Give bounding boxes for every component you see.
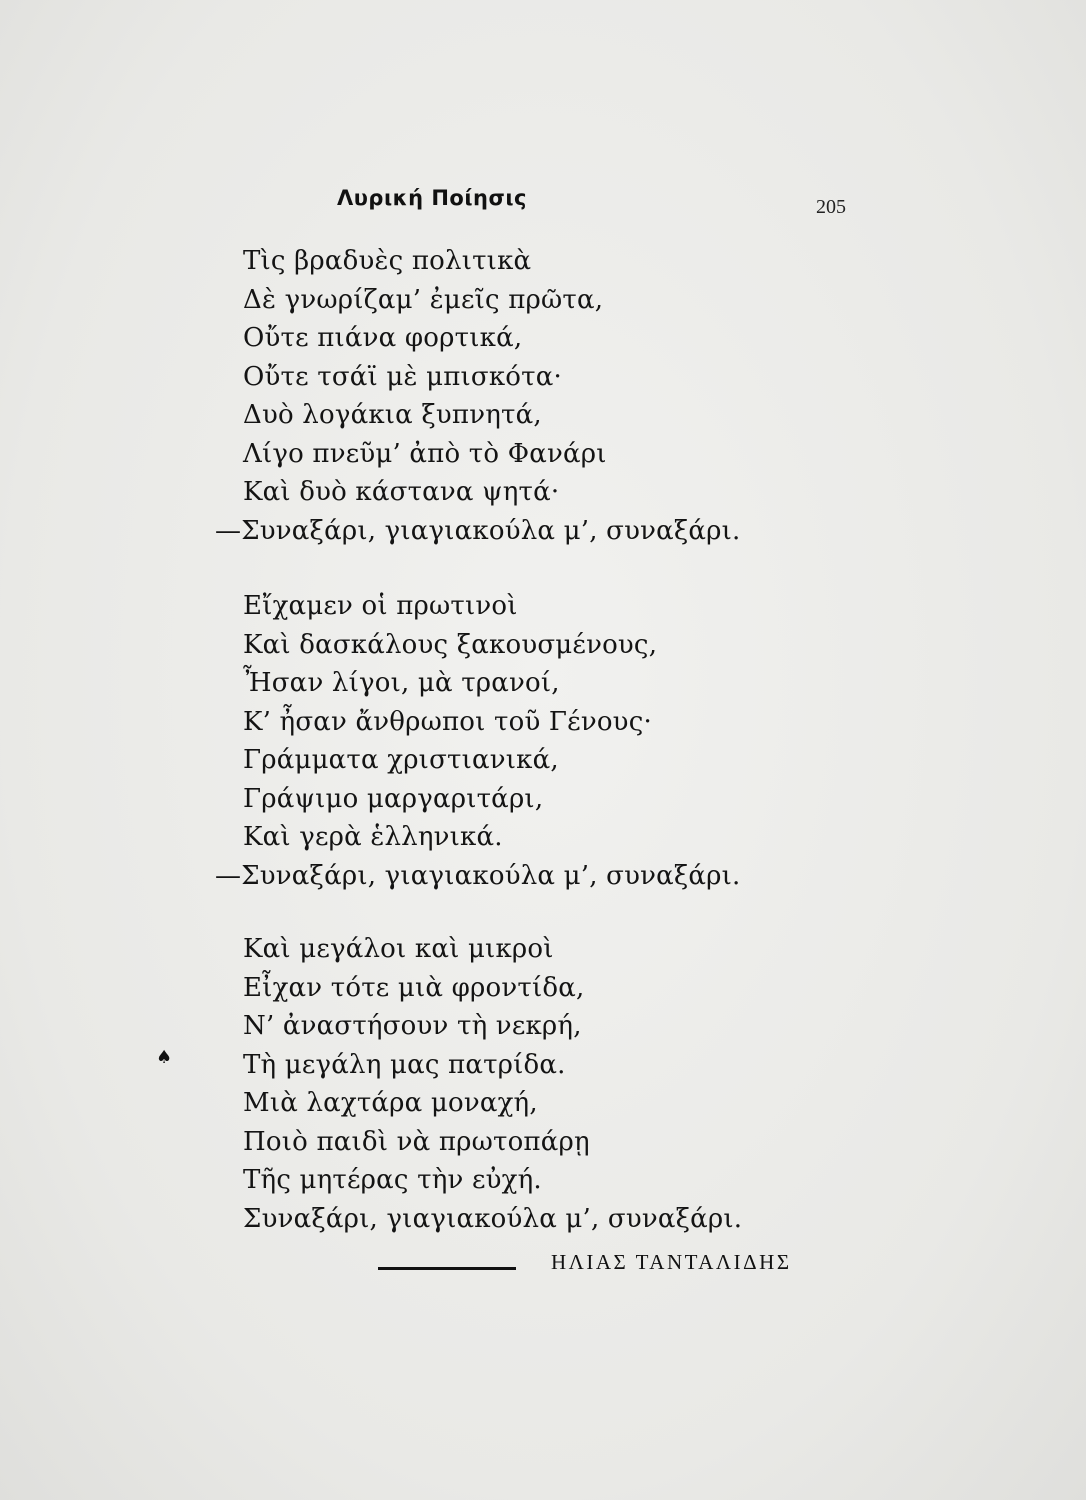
poem-line: Γράμματα χριστιανικά, — [243, 745, 559, 775]
poem-line: Λίγο πνεῦμ’ ἀπὸ τὸ Φανάρι — [243, 438, 607, 469]
poem-line: Οὔτε τσάϊ μὲ μπισκότα· — [243, 361, 562, 392]
poem-refrain: —Συναξάρι, γιαγιακούλα μ’, συναξάρι. — [215, 515, 741, 546]
poem-line: Κ’ ἦσαν ἄνθρωποι τοῦ Γένους· — [243, 706, 652, 737]
page-number: 205 — [816, 196, 846, 218]
poem-refrain: —Συναξάρι, γιαγιακούλα μ’, συναξάρι. — [215, 860, 741, 891]
poem-line: Καὶ δυὸ κάστανα ψητά· — [243, 477, 560, 507]
poem-line: Οὔτε πιάνα φορτικά, — [243, 323, 523, 353]
poem-line: Καὶ μεγάλοι καὶ μικροὶ — [243, 934, 554, 964]
spade-icon: ♠ — [156, 1047, 173, 1068]
poem-refrain: Συναξάρι, γιαγιακούλα μ’, συναξάρι. — [243, 1203, 743, 1234]
poem-line: Γράψιμο μαργαριτάρι, — [243, 783, 544, 814]
signature-rule — [378, 1267, 516, 1270]
poem-stanza-3 — [243, 930, 742, 1238]
poem-line: Τῆς μητέρας τὴν εὐχή. — [243, 1165, 542, 1195]
poem-line: Τὶς βραδυὲς πολιτικὰ — [243, 246, 532, 276]
poem-line: Ν’ ἀναστήσουν τὴ νεκρή, — [243, 1011, 582, 1041]
running-title: Λυρική Ποίησις — [337, 186, 527, 210]
poem-line: Ἦσαν λίγοι, μὰ τρανοί, — [243, 668, 560, 698]
poem-line: Εἴχαμεν οἱ πρωτινοὶ — [243, 591, 518, 621]
poem-line: Δὲ γνωρίζαμ’ ἐμεῖς πρῶτα, — [243, 284, 604, 315]
poem-stanza-2 — [215, 587, 741, 895]
poem-line: Τὴ μεγάλη μας πατρίδα. — [243, 1049, 566, 1080]
poem-line: Καὶ δασκάλους ξακουσμένους, — [243, 629, 658, 660]
poem-line: Εἶχαν τότε μιὰ φροντίδα, — [243, 972, 585, 1003]
author-signature: ΗΛΙΑΣ ΤΑΝΤΑΛΙΔΗΣ — [551, 1250, 792, 1274]
poem-line: Μιὰ λαχτάρα μοναχή, — [243, 1088, 538, 1118]
poem-line: Δυὸ λογάκια ξυπνητά, — [243, 400, 542, 430]
poem-stanza-1 — [215, 242, 741, 550]
poem-line: Καὶ γερὰ ἑλληνικά. — [243, 822, 503, 852]
poem-line: Ποιὸ παιδὶ νὰ πρωτοπάρῃ — [243, 1126, 590, 1157]
